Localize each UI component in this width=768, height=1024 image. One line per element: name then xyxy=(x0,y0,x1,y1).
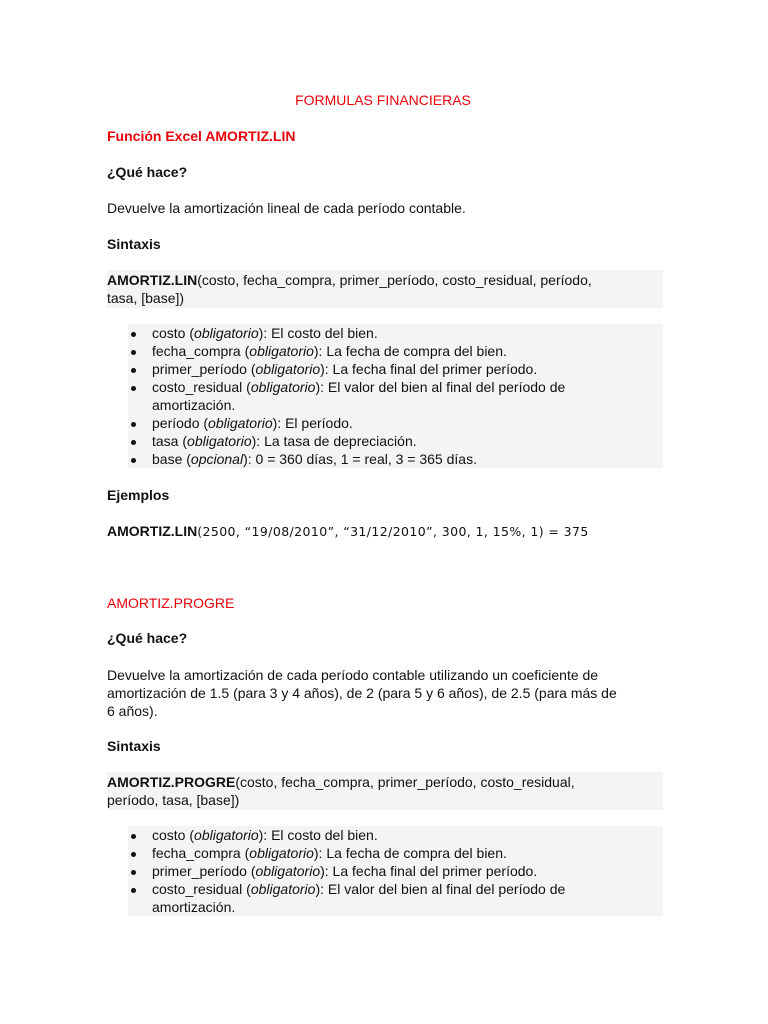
param-description: ): El valor del bien al final del período de xyxy=(315,379,566,395)
bullet-icon xyxy=(131,852,136,857)
param-item xyxy=(107,342,663,360)
param-open-paren: ( xyxy=(242,881,251,897)
param-item xyxy=(107,378,663,414)
syntax-box-2 xyxy=(107,772,663,810)
param-open-paren: ( xyxy=(242,379,251,395)
param-name: base xyxy=(152,451,183,467)
section-heading-amortiz-lin: Función Excel AMORTIZ.LIN xyxy=(107,128,296,144)
param-name: costo_residual xyxy=(152,881,243,897)
param-name: costo xyxy=(152,325,186,341)
param-item xyxy=(107,880,663,916)
syntax-function-name-2: AMORTIZ.PROGRE xyxy=(107,774,236,790)
param-qualifier: obligatorio xyxy=(255,361,321,377)
syntax-arguments: (costo, fecha_compra, primer_período, costo_residual, período, xyxy=(197,272,592,288)
param-qualifier: obligatorio xyxy=(249,343,314,359)
params-list-2 xyxy=(107,826,663,916)
param-item xyxy=(107,414,663,432)
params-box-2 xyxy=(128,826,663,916)
param-open-paren: ( xyxy=(240,845,250,861)
param-item xyxy=(107,862,663,880)
what-heading-1: ¿Qué hace? xyxy=(107,164,188,180)
bullet-icon xyxy=(131,440,136,445)
param-open-paren: ( xyxy=(185,325,195,341)
param-open-paren: ( xyxy=(185,827,195,843)
param-description: ): La fecha de compra del bien. xyxy=(313,845,507,861)
bullet-icon xyxy=(131,422,136,427)
what-text-1: Devuelve la amortización lineal de cada período contable. xyxy=(107,200,466,216)
param-qualifier: obligatorio xyxy=(194,827,259,843)
example-function-name: AMORTIZ.LIN xyxy=(107,523,198,539)
param-item xyxy=(107,826,663,844)
syntax-heading-1: Sintaxis xyxy=(107,236,161,252)
param-open-paren: ( xyxy=(182,451,191,467)
syntax-arguments-cont: tasa, [base]) xyxy=(107,290,185,306)
param-qualifier: obligatorio xyxy=(249,845,314,861)
bullet-icon xyxy=(131,368,136,373)
param-name: período xyxy=(152,415,200,431)
what-text-2-line-3: 6 años). xyxy=(107,703,158,719)
param-description: ): El período. xyxy=(272,415,353,431)
param-qualifier: obligatorio xyxy=(250,379,316,395)
syntax-heading-2: Sintaxis xyxy=(107,738,161,754)
param-qualifier: obligatorio xyxy=(208,415,273,431)
param-item xyxy=(107,360,663,378)
params-list-1 xyxy=(107,324,663,468)
param-name: costo_residual xyxy=(152,379,243,395)
bullet-icon xyxy=(131,458,136,463)
param-description: ): El costo del bien. xyxy=(258,827,378,843)
syntax-arguments-2: (costo, fecha_compra, primer_período, costo_residual, xyxy=(235,774,575,790)
examples-heading: Ejemplos xyxy=(107,487,170,503)
param-qualifier: obligatorio xyxy=(194,325,259,341)
param-name: fecha_compra xyxy=(152,845,241,861)
param-description: ): La fecha final del primer período. xyxy=(320,361,538,377)
param-open-paren: ( xyxy=(199,415,209,431)
param-item xyxy=(107,450,663,468)
param-name: primer_período xyxy=(152,361,247,377)
syntax-arguments-2-cont: período, tasa, [base]) xyxy=(107,792,240,808)
param-description: ): El costo del bien. xyxy=(258,325,378,341)
what-text-2-line-1: Devuelve la amortización de cada período contable utilizando un coeficiente de xyxy=(107,667,599,683)
params-box-1 xyxy=(128,324,663,468)
param-open-paren: ( xyxy=(178,433,188,449)
param-item xyxy=(107,432,663,450)
param-item xyxy=(107,324,663,342)
param-description: ): La fecha de compra del bien. xyxy=(313,343,507,359)
param-name: costo xyxy=(152,827,186,843)
param-description: ): El valor del bien al final del período de xyxy=(315,881,566,897)
section-heading-amortiz-progre: AMORTIZ.PROGRE xyxy=(107,595,235,611)
param-open-paren: ( xyxy=(246,863,256,879)
bullet-icon xyxy=(131,350,136,355)
syntax-line-2 xyxy=(107,773,663,791)
param-open-paren: ( xyxy=(240,343,250,359)
param-qualifier: opcional xyxy=(190,451,244,467)
what-text-2-line-2: amortización de 1.5 (para 3 y 4 años), de 2 (para 5 y 6 años), de 2.5 (para más de xyxy=(107,685,617,701)
param-qualifier: obligatorio xyxy=(187,433,252,449)
param-name: primer_período xyxy=(152,863,247,879)
param-name: tasa xyxy=(152,433,179,449)
param-description: ): 0 = 360 días, 1 = real, 3 = 365 días. xyxy=(243,451,477,467)
what-text-2 xyxy=(107,666,663,720)
bullet-icon xyxy=(131,332,136,337)
param-description-cont: amortización. xyxy=(152,899,236,915)
example-line xyxy=(107,522,663,541)
what-heading-2: ¿Qué hace? xyxy=(107,630,188,646)
param-description: ): La tasa de depreciación. xyxy=(251,433,417,449)
syntax-box-1 xyxy=(107,270,663,308)
bullet-icon xyxy=(131,888,136,893)
example-arguments: (2500, “19/08/2010”, “31/12/2010”, 300, 1, 15%, 1) = 375 xyxy=(197,524,589,539)
param-qualifier: obligatorio xyxy=(255,863,321,879)
param-name: fecha_compra xyxy=(152,343,241,359)
param-qualifier: obligatorio xyxy=(250,881,316,897)
document-title: FORMULAS FINANCIERAS xyxy=(295,92,471,108)
param-description-cont: amortización. xyxy=(152,397,236,413)
param-description: ): La fecha final del primer período. xyxy=(320,863,538,879)
bullet-icon xyxy=(131,386,136,391)
param-open-paren: ( xyxy=(246,361,256,377)
bullet-icon xyxy=(131,834,136,839)
syntax-line-1 xyxy=(107,271,663,289)
syntax-function-name: AMORTIZ.LIN xyxy=(107,272,198,288)
bullet-icon xyxy=(131,870,136,875)
param-item xyxy=(107,844,663,862)
